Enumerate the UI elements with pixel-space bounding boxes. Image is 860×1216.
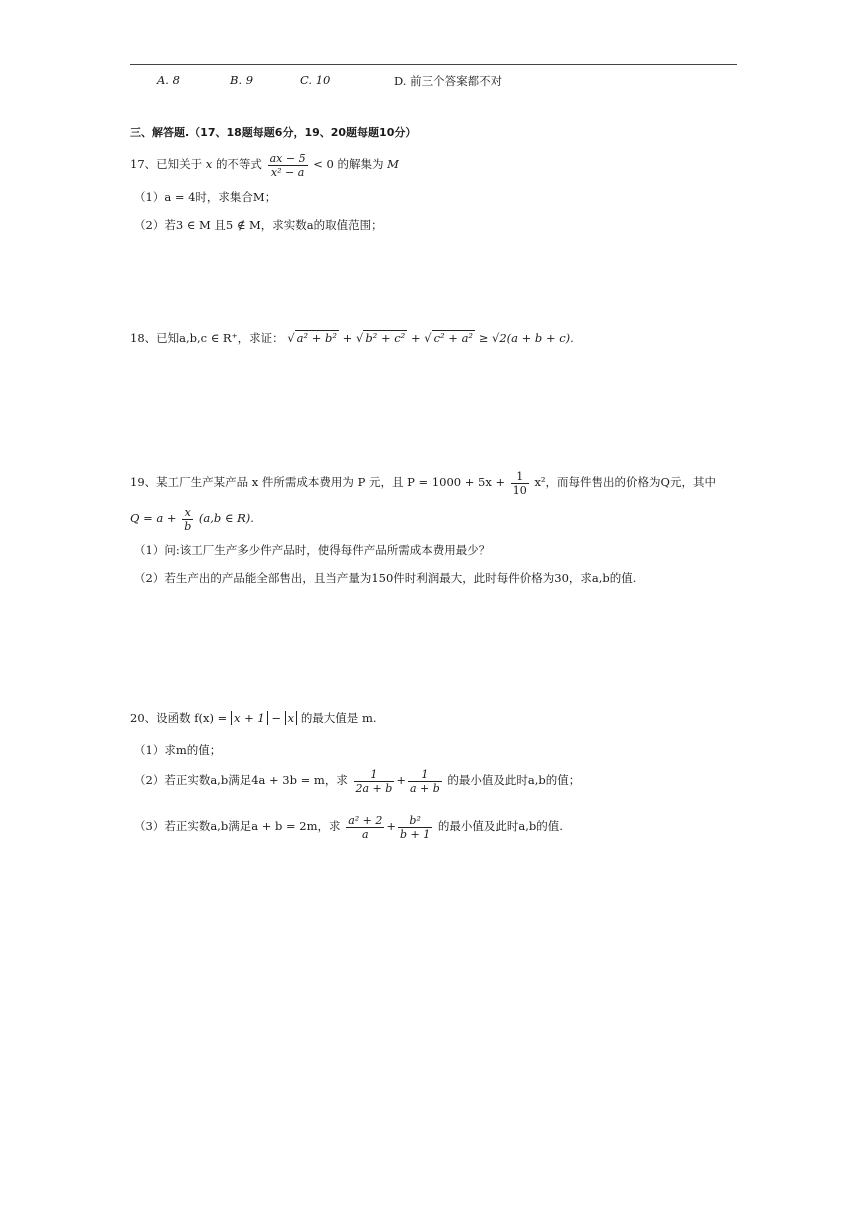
q20-part1: （1）求m的值； <box>134 743 222 757</box>
q20-part3: （3）若正实数a,b满足a + b = 2m，求 $\frac{\text{a² + 2}}{a}$ + $\frac{\text{b²}}{b + 1}$ 的最小值及此时a,b的值. <box>134 813 563 841</box>
q20-intro <box>130 711 377 725</box>
q20-p3-fraction-1 <box>346 814 384 841</box>
q20-p3-fraction-2 <box>398 814 432 841</box>
q17-set-m: M <box>383 157 399 171</box>
q20-p2-pre: （2）若正实数a,b满足4a + 3b = m，求 <box>134 773 348 787</box>
q17-frac-den: x² − a <box>270 165 305 179</box>
top-rule <box>130 64 737 65</box>
q18-post: ≥ √2(a + b + c). <box>478 331 574 345</box>
q17-frac-num: ax − 5 <box>269 151 306 165</box>
q17-intro-pre: 17、已知关于 <box>130 157 203 171</box>
q19-part1: （1）问:该工厂生产多少件产品时，使得每件产品所需成本费用最少？ <box>134 543 491 557</box>
q17-part1: （1）a = 4时，求集合M； <box>134 190 277 204</box>
q20-p2-fraction-1 <box>354 768 395 795</box>
q20-p2-f1-den: 2a + b <box>355 781 393 795</box>
q20-intro-post: 的最大值是 m. <box>300 711 377 725</box>
q19-q-frac-num: x <box>182 506 193 520</box>
q19-q-pre: Q = a + <box>130 511 177 525</box>
q19-line1-post: x²，而每件售出的价格为Q元，其中 <box>534 475 716 489</box>
q19-q-frac-den: b <box>184 519 192 533</box>
q20-p3-f1-den: a <box>362 827 369 841</box>
q19-q-formula <box>130 502 254 534</box>
q20-abs-expr: x + 1 − x <box>231 711 297 725</box>
q20-p2-fraction-2 <box>408 768 442 795</box>
q18-statement <box>130 331 574 345</box>
q20-p3-pre: （3）若正实数a,b满足a + b = 2m，求 <box>134 819 341 833</box>
q20-p3-post: 的最小值及此时a,b的值. <box>437 819 563 833</box>
q17-part2: （2）若3 ∈ M 且5 ∉ M，求实数a的取值范围； <box>134 218 383 232</box>
q20-p2-f2-den: a + b <box>409 781 440 795</box>
q20-intro-pre: 20、设函数 f(x) = <box>130 711 228 725</box>
q20-p3-f1-num: a² + 2 <box>348 813 383 827</box>
q17-intro <box>130 148 399 180</box>
q19-frac-den: 10 <box>512 483 527 497</box>
q19-q-fraction <box>182 506 193 533</box>
q19-frac-1-10 <box>511 470 529 497</box>
q20-p2-post: 的最小值及此时a,b的值； <box>447 773 581 787</box>
q20-part2: （2）若正实数a,b满足4a + 3b = m，求 $\frac{1}{2a + b}$ + $\frac{1}{a + b}$ 的最小值及此时a,b的值； <box>134 767 581 795</box>
option-c: C. 10 <box>300 73 331 87</box>
q17-var-x: x <box>202 157 216 171</box>
q19-part2: （2）若生产出的产品能全部售出，且当产量为150件时利润最大，此时每件价格为30，求a,b的值. <box>134 571 637 585</box>
section-header: 三、解答题.（17、18题每题6分，19、20题每题10分） <box>130 126 417 139</box>
q19-line1-pre: 19、某工厂生产某产品 x 件所需成本费用为 P 元，且 P = 1000 + 5x + <box>130 475 506 489</box>
q20-p2-f2-num: 1 <box>408 768 442 782</box>
q19-q-post: (a,b ∈ R). <box>198 511 254 525</box>
q17-fraction <box>268 152 308 179</box>
q18-sqrt-terms: √ a² + b² + √ b² + c² + √ c² + a² <box>287 331 474 345</box>
q20-p2-f1-num: 1 <box>354 768 395 782</box>
q20-p3-f2-den: b + 1 <box>400 827 431 841</box>
option-b: B. 9 <box>230 73 254 87</box>
option-a: A. 8 <box>157 73 180 87</box>
q20-p3-f2-num: b² <box>398 814 432 828</box>
q19-line1 <box>130 466 716 498</box>
q19-frac-num: 1 <box>511 470 529 484</box>
q17-intro-post: < 0 的解集为 <box>313 157 384 171</box>
option-d: D. 前三个答案都不对 <box>394 74 503 88</box>
q18-pre: 18、已知a,b,c ∈ R⁺，求证： <box>130 331 284 345</box>
q17-intro-mid: 的不等式 <box>215 157 262 171</box>
